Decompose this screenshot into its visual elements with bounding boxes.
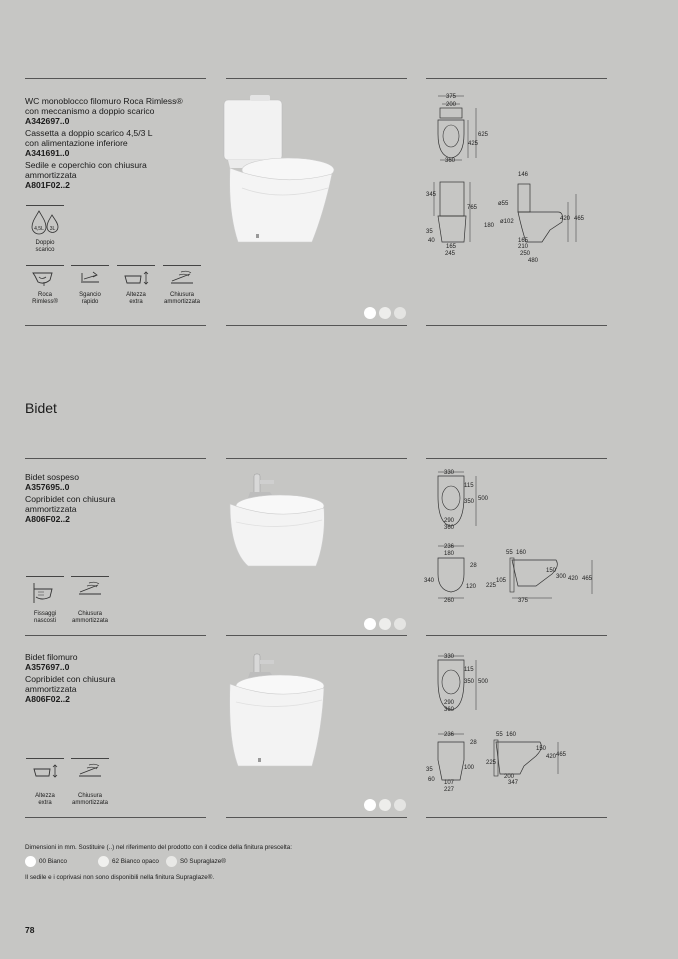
svg-text:ø102: ø102	[500, 219, 514, 225]
feature-label: Fissaggi	[33, 611, 57, 617]
product-name-line: con meccanismo a doppio scarico	[25, 106, 155, 116]
finish-swatch	[166, 856, 177, 867]
svg-text:180: 180	[484, 223, 495, 229]
svg-text:35: 35	[426, 767, 433, 773]
hidden-fixing-icon	[26, 576, 64, 606]
svg-text:330: 330	[444, 654, 455, 660]
svg-text:55: 55	[496, 732, 503, 738]
finish-legend	[25, 856, 233, 867]
feature-soft-close	[162, 265, 202, 306]
finish-swatch	[98, 856, 109, 867]
product-description	[25, 652, 210, 704]
finish-label: S0 Supraglaze®	[179, 858, 226, 865]
divider	[25, 78, 206, 79]
svg-text:28: 28	[470, 740, 477, 746]
finish-dot-supraglaze	[394, 618, 406, 630]
product-name-line: Cassetta a doppio scarico 4,5/3 L	[25, 128, 153, 138]
svg-text:350: 350	[464, 499, 475, 505]
svg-text:200: 200	[446, 102, 457, 108]
svg-text:425: 425	[468, 141, 479, 147]
svg-text:360: 360	[445, 158, 456, 164]
svg-text:480: 480	[528, 258, 539, 264]
feature-extra-height	[116, 265, 156, 306]
svg-text:165: 165	[518, 238, 529, 244]
svg-text:100: 100	[464, 765, 475, 771]
finish-dot-white	[364, 307, 376, 319]
feature-label: Altezza	[35, 793, 55, 799]
svg-text:225: 225	[486, 583, 497, 589]
divider	[226, 325, 407, 326]
divider	[426, 458, 607, 459]
extra-height-icon	[117, 265, 155, 287]
svg-text:4,5L: 4,5L	[34, 226, 44, 232]
product-code: A806F02..2	[25, 694, 70, 704]
finish-swatches	[364, 799, 406, 811]
svg-text:465: 465	[556, 752, 567, 758]
finish-dot-supraglaze	[394, 799, 406, 811]
svg-text:360: 360	[444, 525, 455, 531]
svg-text:245: 245	[445, 251, 456, 257]
svg-text:180: 180	[444, 551, 455, 557]
svg-text:420: 420	[546, 754, 557, 760]
divider	[25, 325, 206, 326]
product-code: A801F02..2	[25, 180, 70, 190]
dual-flush-label: Doppio scarico	[35, 240, 55, 253]
svg-text:236: 236	[444, 732, 455, 738]
finish-dot-matte	[379, 618, 391, 630]
feature-rimless	[25, 265, 65, 306]
product-name-line: Bidet sospeso	[25, 472, 79, 482]
product-code: A357695..0	[25, 482, 70, 492]
finish-dot-matte	[379, 307, 391, 319]
svg-text:420: 420	[568, 576, 579, 582]
finish-swatch	[25, 856, 36, 867]
svg-text:330: 330	[444, 470, 455, 476]
finish-swatches	[364, 307, 406, 319]
product-name-line: WC monoblocco filomuro Roca Rimless®	[25, 96, 183, 106]
section-title: Bidet	[25, 400, 57, 416]
svg-text:465: 465	[582, 576, 593, 582]
svg-text:236: 236	[444, 544, 455, 550]
extra-height-icon	[26, 758, 64, 788]
feature-label: nascosti	[33, 618, 56, 624]
svg-text:375: 375	[446, 94, 457, 100]
feature-label: extra	[38, 800, 52, 806]
svg-text:60: 60	[428, 777, 435, 783]
feature-label: Chiusura	[169, 292, 194, 298]
svg-text:375: 375	[518, 598, 529, 604]
divider	[426, 78, 607, 79]
svg-text:500: 500	[478, 496, 489, 502]
product-name-line: Copribidet con chiusura	[25, 674, 116, 684]
rimless-icon	[26, 265, 64, 287]
svg-text:290: 290	[444, 700, 455, 706]
soft-close-icon	[71, 576, 109, 606]
divider	[426, 635, 607, 636]
svg-text:146: 146	[518, 172, 529, 178]
svg-text:250: 250	[520, 251, 531, 257]
bidet-floor-standing-photo	[222, 650, 332, 774]
page-number: 78	[25, 925, 35, 935]
svg-text:420: 420	[560, 216, 571, 222]
product-name-line: Sedile e coperchio con chiusura	[25, 160, 147, 170]
supraglaze-note: Il sedile e i coprivasi non sono disponibili nella finitura Supraglaze®.	[25, 874, 215, 881]
divider	[426, 325, 607, 326]
finish-label: 62 Bianco opaco	[112, 858, 159, 865]
feature-label: ammortizzata	[71, 800, 108, 806]
feature-label: extra	[129, 299, 143, 305]
dual-flush-icon	[26, 205, 64, 235]
feature-soft-close	[70, 576, 110, 625]
product-name-line: Bidet filomuro	[25, 652, 78, 662]
svg-text:225: 225	[486, 760, 497, 766]
feature-label: Chiusura	[77, 611, 102, 617]
product-name-line: Copribidet con chiusura	[25, 494, 116, 504]
feature-label: Altezza	[126, 292, 146, 298]
svg-text:290: 290	[444, 518, 455, 524]
product-name-line: ammortizzata	[25, 684, 77, 694]
quick-release-icon	[71, 265, 109, 287]
product-description	[25, 472, 210, 524]
svg-text:625: 625	[478, 132, 489, 138]
feature-label: Roca	[37, 292, 52, 298]
svg-text:347: 347	[508, 780, 519, 786]
svg-text:40: 40	[428, 238, 435, 244]
svg-text:115: 115	[464, 483, 474, 489]
svg-text:465: 465	[574, 216, 585, 222]
finish-legend-item	[25, 856, 67, 867]
svg-text:765: 765	[467, 205, 478, 211]
finish-swatches	[364, 618, 406, 630]
finish-dot-white	[364, 618, 376, 630]
finish-dot-matte	[379, 799, 391, 811]
divider	[226, 635, 407, 636]
finish-label: 00 Bianco	[39, 858, 68, 865]
svg-text:350: 350	[464, 679, 475, 685]
svg-text:345: 345	[426, 192, 437, 198]
svg-text:120: 120	[466, 584, 477, 590]
svg-text:500: 500	[478, 679, 489, 685]
svg-text:165: 165	[446, 244, 457, 250]
svg-text:55: 55	[506, 550, 513, 556]
divider	[25, 817, 206, 818]
svg-text:115: 115	[464, 667, 474, 673]
svg-text:160: 160	[516, 550, 527, 556]
svg-text:300: 300	[556, 574, 567, 580]
feature-quick-release	[70, 265, 110, 306]
svg-text:227: 227	[444, 787, 455, 793]
svg-text:360: 360	[444, 707, 455, 713]
feature-hidden-fixing	[25, 576, 65, 625]
svg-text:210: 210	[518, 244, 529, 250]
divider	[25, 635, 206, 636]
bidet-wall-hung-drawing	[424, 466, 614, 622]
divider	[226, 78, 407, 79]
soft-close-icon	[71, 758, 109, 788]
svg-text:ø55: ø55	[498, 201, 509, 207]
wc-product-photo	[220, 92, 340, 252]
svg-text:340: 340	[424, 578, 435, 584]
finish-dot-supraglaze	[394, 307, 406, 319]
svg-text:150: 150	[536, 746, 547, 752]
feature-label: ammortizzata	[163, 299, 200, 305]
product-name-line: ammortizzata	[25, 504, 77, 514]
product-description	[25, 96, 210, 190]
soft-close-icon	[163, 265, 201, 287]
bidet-floor-standing-drawing	[424, 650, 614, 800]
finish-legend-item	[98, 856, 159, 867]
svg-text:35: 35	[426, 229, 433, 235]
finish-dot-white	[364, 799, 376, 811]
svg-text:105: 105	[496, 578, 507, 584]
dimensions-note: Dimensioni in mm. Sostituire (..) nel riferimento del prodotto con il codice della finitura prescelta:	[25, 844, 293, 851]
divider	[226, 817, 407, 818]
svg-text:28: 28	[470, 563, 477, 569]
product-code: A341691..0	[25, 148, 70, 158]
svg-text:160: 160	[506, 732, 517, 738]
svg-text:150: 150	[546, 568, 557, 574]
bidet-wall-hung-photo	[222, 470, 332, 580]
feature-label: Rimless®	[32, 299, 58, 305]
divider	[426, 817, 607, 818]
dual-flush-feature	[25, 205, 65, 254]
finish-legend-item	[166, 856, 226, 867]
feature-label: rapido	[81, 299, 99, 305]
svg-text:260: 260	[444, 598, 455, 604]
product-name-line: con alimentazione inferiore	[25, 138, 128, 148]
svg-text:3L: 3L	[49, 226, 56, 232]
product-code: A357697..0	[25, 662, 70, 672]
divider	[25, 458, 206, 459]
feature-soft-close	[70, 758, 110, 807]
divider	[226, 458, 407, 459]
product-name-line: ammortizzata	[25, 170, 77, 180]
svg-text:200: 200	[504, 774, 515, 780]
feature-extra-height	[25, 758, 65, 807]
product-code: A806F02..2	[25, 514, 70, 524]
wc-technical-drawing	[426, 90, 616, 270]
feature-label: ammortizzata	[71, 618, 108, 624]
product-code: A342697..0	[25, 116, 70, 126]
svg-text:107: 107	[444, 780, 455, 786]
feature-label: Sgancio	[79, 292, 101, 298]
feature-label: Chiusura	[77, 793, 102, 799]
